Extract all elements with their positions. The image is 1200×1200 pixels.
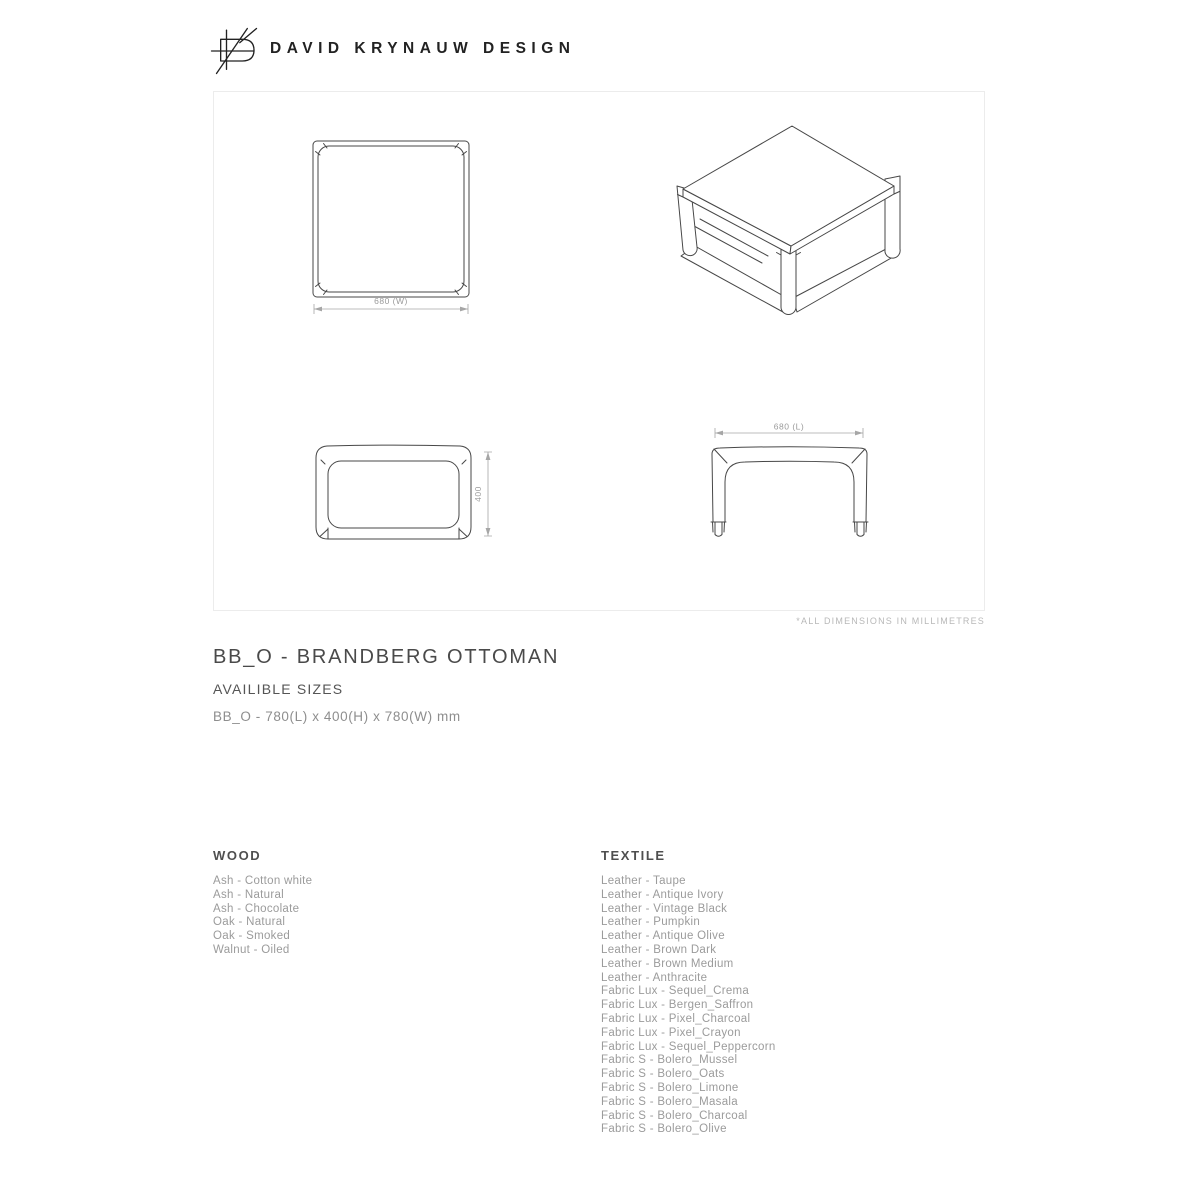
brand-name: DAVID KRYNAUW DESIGN — [270, 40, 576, 57]
dimension-label-width: 680 (W) — [374, 296, 408, 306]
list-item: Oak - Natural — [213, 916, 286, 929]
side-view-drawing — [708, 420, 878, 550]
wood-section — [213, 848, 312, 958]
list-item: Fabric Lux - Sequel_Crema — [601, 985, 750, 998]
list-item: Leather - Brown Dark — [601, 943, 717, 956]
list-item: Leather - Antique Ivory — [601, 888, 724, 901]
textile-section — [601, 848, 776, 1137]
list-item: Fabric S - Bolero_Mussel — [601, 1054, 738, 1067]
list-item: Ash - Cotton white — [213, 875, 313, 887]
list-item: Oak - Smoked — [213, 930, 291, 943]
dimension-label-length: 680 (L) — [773, 421, 805, 432]
top-view-drawing — [311, 139, 471, 319]
sizes-heading: AVAILIBLE SIZES — [213, 681, 344, 697]
textile-heading: TEXTILE — [601, 848, 666, 863]
list-item: Fabric S - Bolero_Oats — [601, 1068, 725, 1081]
list-item: Fabric S - Bolero_Limone — [601, 1081, 739, 1094]
drawing-panel — [213, 91, 985, 611]
wood-list — [213, 875, 312, 958]
list-item: Fabric Lux - Bergen_Saffron — [601, 999, 754, 1012]
list-item: Fabric Lux - Pixel_Charcoal — [601, 1012, 751, 1025]
list-item: Leather - Taupe — [601, 875, 686, 887]
dimensions-note: *ALL DIMENSIONS IN MILLIMETRES — [796, 616, 985, 626]
list-item: Fabric S - Bolero_Masala — [601, 1095, 738, 1108]
wood-heading: WOOD — [213, 848, 262, 863]
list-item: Leather - Brown Medium — [601, 957, 734, 970]
list-item: Ash - Chocolate — [213, 902, 300, 915]
list-item: Walnut - Oiled — [213, 943, 290, 956]
list-item: Fabric Lux - Sequel_Peppercorn — [601, 1040, 776, 1053]
list-item: Ash - Natural — [213, 888, 285, 901]
list-item: Leather - Antique Olive — [601, 930, 725, 943]
brand-logo-icon — [208, 26, 260, 76]
perspective-view-drawing — [664, 116, 934, 336]
list-item: Fabric S - Bolero_Charcoal — [601, 1109, 748, 1122]
list-item: Leather - Anthracite — [601, 971, 708, 984]
list-item: Leather - Vintage Black — [601, 902, 728, 915]
dimension-label-height: 400 — [473, 486, 483, 502]
textile-list — [601, 875, 776, 1137]
list-item: Fabric Lux - Pixel_Crayon — [601, 1026, 741, 1039]
front-view-drawing — [311, 442, 496, 547]
list-item: Fabric S - Bolero_Olive — [601, 1123, 727, 1136]
list-item: Leather - Pumpkin — [601, 916, 701, 929]
size-spec: BB_O - 780(L) x 400(H) x 780(W) mm — [213, 709, 461, 724]
product-title: BB_O - BRANDBERG OTTOMAN — [213, 646, 560, 668]
